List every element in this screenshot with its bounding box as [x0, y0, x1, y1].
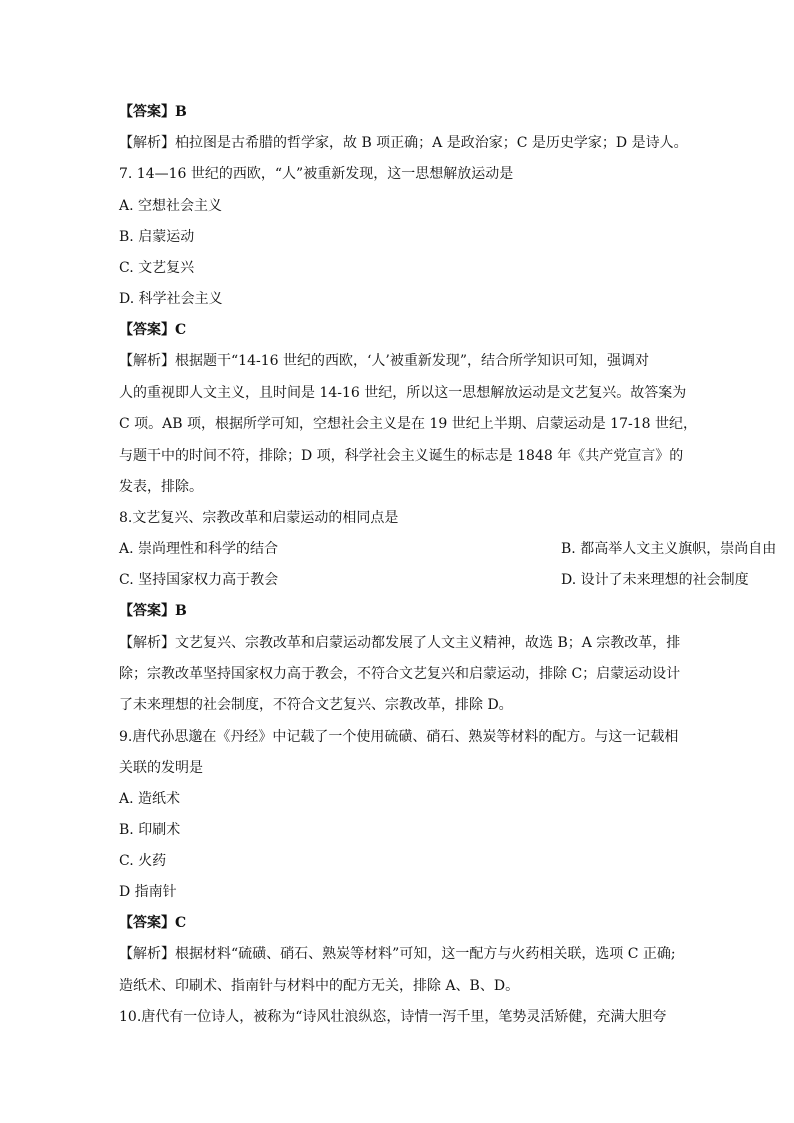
analysis-text: 与题干中的时间不符，排除；D 项，科学社会主义诞生的标志是 1848 年《共产党宣言》的 [119, 448, 684, 464]
answer-label: 【答案】C [119, 915, 187, 931]
question-9: 9.唐代孙思邈在《丹经》中记载了一个使用硫磺、硝石、熟炭等材料的配方。与这一记载相 [119, 729, 679, 745]
option-b: B. 启蒙运动 [119, 229, 195, 245]
option-d: D. 设计了未来理想的社会制度 [561, 572, 749, 588]
option-row [119, 570, 749, 590]
analysis-text: C 项。AB 项，根据所学可知，空想社会主义是在 19 世纪上半期、启蒙运动是 17-18 世纪， [119, 416, 697, 432]
analysis-text: 【解析】根据材料“硫磺、硝石、熟炭等材料”可知，这一配方与火药相关联，选项 C 正确; [119, 946, 676, 962]
option-d: D. 科学社会主义 [119, 291, 223, 307]
analysis-text: 【解析】文艺复兴、宗教改革和启蒙运动都发展了人文主义精神，故选 B；A 宗教改革，排 [119, 635, 681, 651]
option-b: B. 印刷术 [119, 822, 181, 838]
answer-label: 【答案】C [119, 322, 187, 338]
option-row [119, 539, 777, 559]
option-a: A. 空想社会主义 [119, 198, 223, 214]
question-7: 7. 14—16 世纪的西欧，“人”被重新发现，这一思想解放运动是 [119, 166, 514, 182]
answer-label: 【答案】B [119, 603, 187, 619]
question-8: 8.文艺复兴、宗教改革和启蒙运动的相同点是 [119, 510, 399, 526]
analysis-text: 人的重视即人文主义，且时间是 14-16 世纪，所以这一思想解放运动是文艺复兴。故答案为 [119, 385, 687, 401]
option-c: C. 火药 [119, 853, 167, 869]
option-c: C. 坚持国家权力高于教会 [119, 572, 279, 588]
analysis-text: 除；宗教改革坚持国家权力高于教会，不符合文艺复兴和启蒙运动，排除 C；启蒙运动设计 [119, 666, 681, 682]
analysis-text: 了未来理想的社会制度，不符合文艺复兴、宗教改革，排除 D。 [119, 697, 513, 713]
question-10: 10.唐代有一位诗人，被称为“诗风壮浪纵恣，诗情一泻千里，笔势灵活矫健，充满大胆夸 [119, 1009, 667, 1025]
answer-label: 【答案】B [119, 104, 187, 120]
option-b: B. 都高举人文主义旗帜，崇尚自由 [561, 541, 777, 557]
option-a: A. 造纸术 [119, 791, 181, 807]
option-d: D 指南针 [119, 884, 177, 900]
analysis-text: 造纸术、印刷术、指南针与材料中的配方无关，排除 A、B、D。 [119, 978, 520, 994]
question-9: 关联的发明是 [119, 760, 203, 776]
analysis-text: 【解析】柏拉图是古希腊的哲学家，故 B 项正确；A 是政治家；C 是历史学家；D 是诗人。 [119, 135, 688, 151]
analysis-text: 【解析】根据题干“14-16 世纪的西欧，‘人’被重新发现”，结合所学知识可知，强调对 [119, 353, 650, 369]
analysis-text: 发表，排除。 [119, 479, 203, 495]
option-c: C. 文艺复兴 [119, 260, 195, 276]
option-a: A. 崇尚理性和科学的结合 [119, 541, 279, 557]
